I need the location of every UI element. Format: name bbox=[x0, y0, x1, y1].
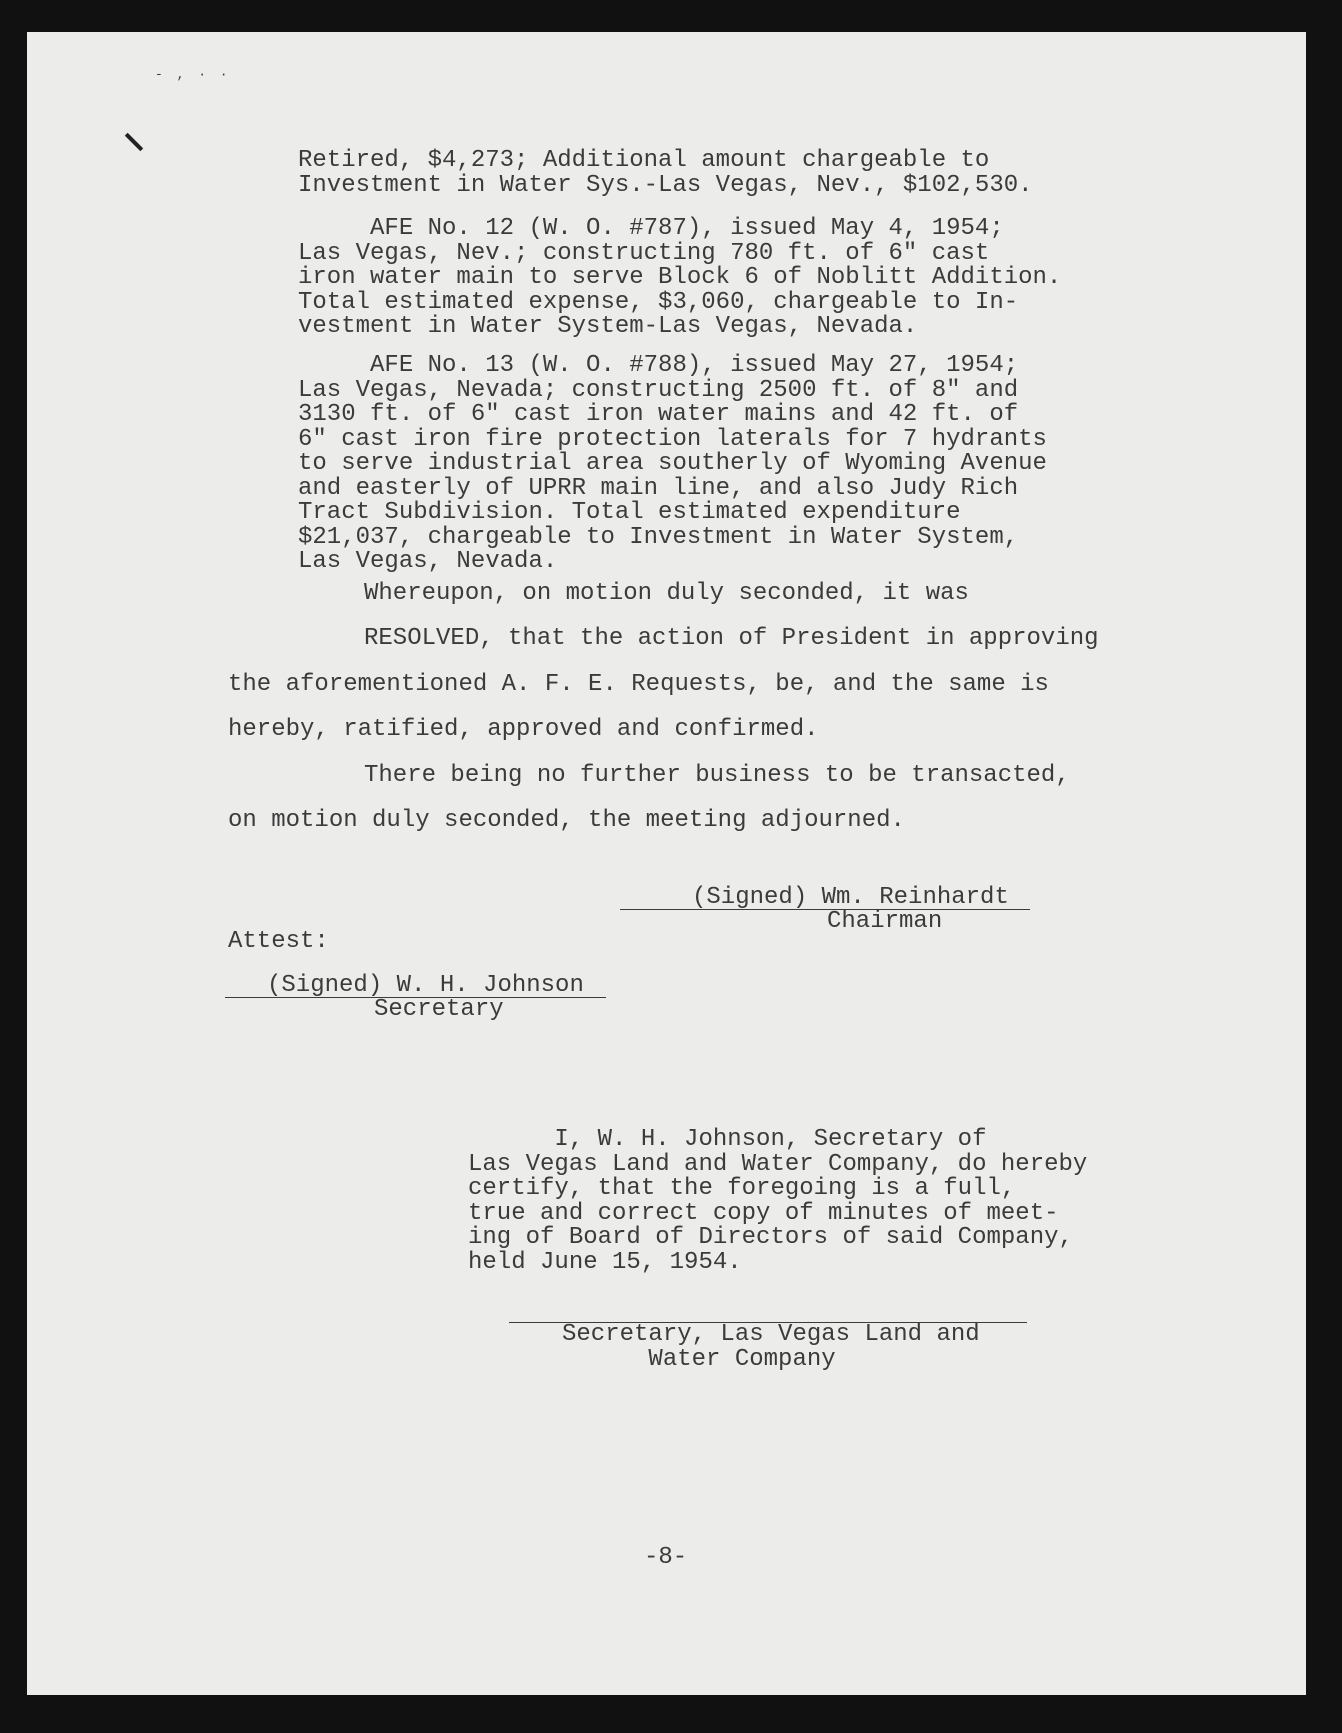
resolved-line-1: RESOLVED, that the action of President in approving bbox=[364, 625, 1099, 652]
secretary-title: Secretary bbox=[374, 996, 504, 1023]
certification-paragraph: I, W. H. Johnson, Secretary of Las Vegas Land and Water Company, do hereby certify, that the foregoing is a full, true and correct copy of minutes of meet- ing of Board of Directors of said Company, held June 15, 1954. bbox=[468, 1126, 1088, 1276]
certifier-title: Secretary, Las Vegas Land and Water Company bbox=[562, 1321, 980, 1373]
further-business-line-2: on motion duly seconded, the meeting adjourned. bbox=[228, 807, 905, 834]
page-number: -8- bbox=[644, 1544, 688, 1571]
chairman-title: Chairman bbox=[827, 908, 943, 935]
pen-mark bbox=[125, 133, 143, 151]
attest-label: Attest: bbox=[228, 928, 329, 955]
paragraph-afe-12: AFE No. 12 (W. O. #787), issued May 4, 1954; Las Vegas, Nev.; constructing 780 ft. of 6" cast iron water main to serve Block 6 of Noblitt Addition. Total estimated expense, $3,060, chargeable to In- vestment in Water System-Las Vegas, Nevada. bbox=[298, 215, 1062, 340]
further-business-line-1: There being no further business to be transacted, bbox=[364, 762, 1070, 789]
paragraph-afe-13: AFE No. 13 (W. O. #788), issued May 27, 1954; Las Vegas, Nevada; constructing 2500 ft. of 8" and 3130 ft. of 6" cast iron water mains and 42 ft. of 6" cast iron fire protection laterals for 7 hydrants to serve industrial area southerly of Wyoming Avenue and easterly of UPRR main line, and also Judy Rich Tract Subdivision. Total estimated expenditure $21,037, chargeable to Investment in Water System, Las Vegas, Nevada. bbox=[298, 352, 1047, 575]
resolved-line-3: hereby, ratified, approved and confirmed. bbox=[228, 716, 819, 743]
whereupon-line: Whereupon, on motion duly seconded, it was bbox=[364, 580, 969, 607]
secretary-signature: (Signed) W. H. Johnson bbox=[267, 972, 584, 999]
document-page bbox=[27, 32, 1306, 1695]
chairman-signature: (Signed) Wm. Reinhardt bbox=[692, 884, 1009, 911]
chairman-signature-line bbox=[620, 909, 1030, 910]
corner-marks: - , · · bbox=[155, 67, 231, 82]
paragraph-retired: Retired, $4,273; Additional amount chargeable to Investment in Water Sys.-Las Vegas, Nev., $102,530. bbox=[298, 147, 1033, 199]
resolved-line-2: the aforementioned A. F. E. Requests, be, and the same is bbox=[228, 671, 1049, 698]
